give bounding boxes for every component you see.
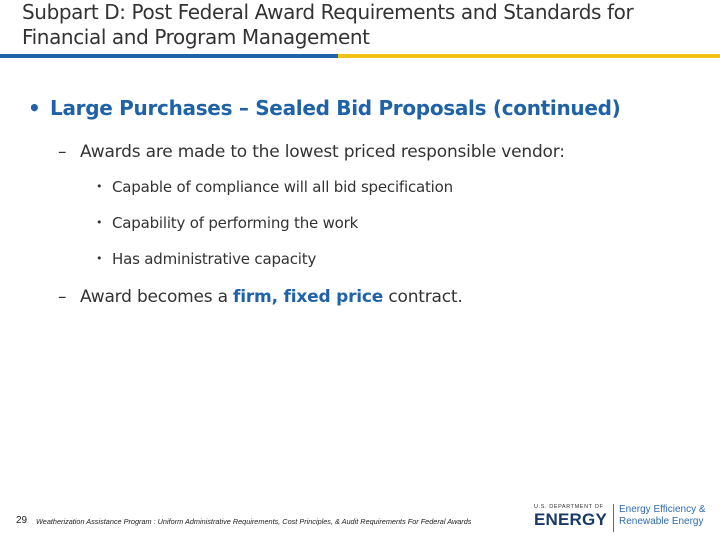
subitem-bullet: • [96,216,103,229]
subitem-compliance [96,178,453,196]
slide-title-line-2: Financial and Program Management [22,25,370,49]
logo-office [619,504,706,528]
logo-office-line-2: Renewable Energy [619,516,704,527]
awards-text: Awards are made to the lowest priced responsible vendor: [80,142,565,162]
award-dash: – [58,287,67,307]
awards-dash: – [58,142,67,162]
award-emphasis: firm, fixed price [233,287,384,307]
logo-department: U.S. DEPARTMENT OF [534,504,604,510]
page-number: 29 [16,515,28,526]
award-text-after: contract. [383,287,463,307]
subitem-text: Has administrative capacity [112,250,317,268]
slide-title [22,0,712,50]
title-rule-yellow [338,54,720,58]
awards-item [58,142,565,162]
award-text-before: Award becomes a [80,287,234,307]
footer-text: Weatherization Assistance Program : Uniform Administrative Requirements, Cost Principles, & Audit Requirements For Federal Awards [36,517,472,526]
subitem-text: Capable of compliance will all bid specification [112,178,453,196]
logo-divider [613,504,614,532]
doe-eere-logo [534,500,720,536]
heading-bullet-item [28,96,620,120]
subitem-bullet: • [96,180,103,193]
award-item [58,287,463,307]
heading-bullet: • [28,96,41,120]
logo-energy: ENERGY [534,510,607,529]
subitem-capability [96,214,358,232]
subitem-capacity [96,250,316,268]
logo-office-line-1: Energy Efficiency & [619,504,706,515]
heading-text: Large Purchases – Sealed Bid Proposals (continued) [50,96,621,120]
slide-title-line-1: Subpart D: Post Federal Award Requirements and Standards for [22,0,634,24]
subitem-text: Capability of performing the work [112,214,359,232]
subitem-bullet: • [96,252,103,265]
title-rule-blue [0,54,338,58]
